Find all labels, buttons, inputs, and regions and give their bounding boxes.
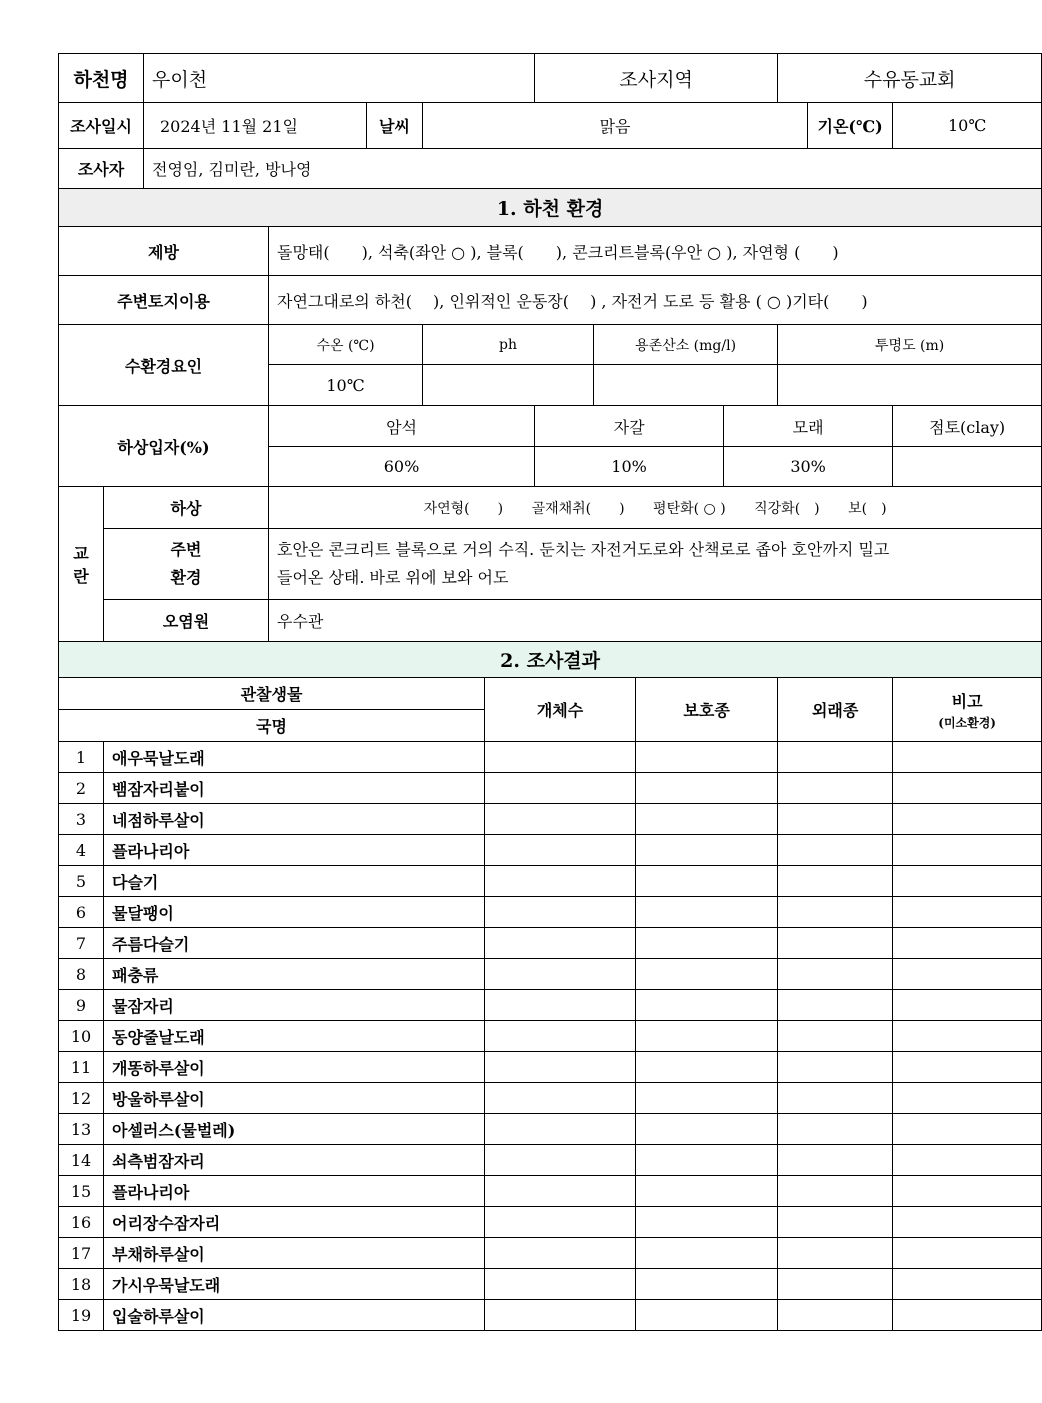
species-name: 방울하루살이 [104,1083,485,1114]
species-count-cell [485,1083,636,1114]
species-count-cell [485,959,636,990]
species-name: 패충류 [104,959,485,990]
species-note-cell [893,959,1042,990]
species-row [59,990,1042,1021]
water-factors-label: 수환경요인 [59,325,269,406]
protected-species-header: 보호종 [636,678,778,742]
species-protected-cell [636,1145,778,1176]
ph-header: ph [423,325,594,365]
pollution-source-label: 오염원 [104,600,269,642]
species-count-cell [485,1238,636,1269]
species-alien-cell [778,773,893,804]
species-alien-cell [778,1269,893,1300]
species-note-cell [893,1207,1042,1238]
water-temp-value: 10℃ [269,365,423,406]
species-row [59,1238,1042,1269]
survey-area-value: 수유동교회 [778,54,1042,103]
species-note-cell [893,1145,1042,1176]
species-number: 17 [59,1238,104,1269]
species-row [59,742,1042,773]
count-header: 개체수 [485,678,636,742]
dissolved-oxygen-value [594,365,778,406]
species-note-cell [893,1052,1042,1083]
species-name: 부채하루살이 [104,1238,485,1269]
species-name: 물잠자리 [104,990,485,1021]
species-protected-cell [636,1207,778,1238]
species-alien-cell [778,959,893,990]
species-count-cell [485,866,636,897]
species-count-cell [485,804,636,835]
species-number: 2 [59,773,104,804]
water-temp-header: 수온 (℃) [269,325,423,365]
species-protected-cell [636,990,778,1021]
bed-rock-value: 60% [269,447,535,487]
species-number: 1 [59,742,104,773]
species-row [59,1176,1042,1207]
species-note-cell [893,1300,1042,1331]
note-header: 비고 (미소환경) [893,678,1042,742]
species-row [59,1083,1042,1114]
species-name: 플라나리아 [104,835,485,866]
species-count-cell [485,835,636,866]
species-count-cell [485,990,636,1021]
species-number: 12 [59,1083,104,1114]
species-count-cell [485,742,636,773]
riverbed-label: 하상 [104,487,269,529]
bed-sand-header: 모래 [724,406,893,447]
survey-date-label: 조사일시 [59,103,144,149]
species-number: 19 [59,1300,104,1331]
species-count-cell [485,1114,636,1145]
species-name: 동양줄날도래 [104,1021,485,1052]
species-name: 아셀러스(물벌레) [104,1114,485,1145]
species-name: 플라나리아 [104,1176,485,1207]
alien-species-header: 외래종 [778,678,893,742]
species-alien-cell [778,1021,893,1052]
species-protected-cell [636,1238,778,1269]
species-alien-cell [778,1207,893,1238]
species-table-body [59,742,1042,1331]
species-alien-cell [778,990,893,1021]
species-alien-cell [778,928,893,959]
section-survey-results-title: 2. 조사결과 [59,642,1042,678]
species-number: 10 [59,1021,104,1052]
species-number: 9 [59,990,104,1021]
species-protected-cell [636,1052,778,1083]
species-alien-cell [778,1176,893,1207]
surroundings-label: 주변 환경 [104,529,269,600]
surroundings-value: 호안은 콘크리트 블록으로 거의 수직. 둔치는 자전거도로와 산책로로 좁아 호안까지 밀고 들어온 상태. 바로 위에 보와 어도 [269,529,1042,600]
species-number: 11 [59,1052,104,1083]
riverbed-value: 자연형( ) 골재채취( ) 평탄화( ○ ) 직강화( ) 보( ) [269,487,1042,529]
species-name: 쇠측범잠자리 [104,1145,485,1176]
species-row [59,928,1042,959]
species-number: 13 [59,1114,104,1145]
species-note-cell [893,773,1042,804]
species-alien-cell [778,897,893,928]
species-protected-cell [636,959,778,990]
section-river-environment-title: 1. 하천 환경 [59,189,1042,227]
observed-species-header: 관찰생물 [59,678,485,710]
species-name: 애우묵날도래 [104,742,485,773]
species-note-cell [893,835,1042,866]
bed-rock-header: 암석 [269,406,535,447]
species-count-cell [485,1021,636,1052]
embankment-value: 돌망태( ), 석축(좌안 ○ ), 블록( ), 콘크리트블록(우안 ○ ), 자연형 ( ) [269,227,1042,276]
species-number: 14 [59,1145,104,1176]
land-use-label: 주변토지이용 [59,276,269,325]
species-count-cell [485,1052,636,1083]
species-row [59,1269,1042,1300]
species-alien-cell [778,866,893,897]
air-temp-value: 10℃ [893,103,1042,149]
species-name: 네점하루살이 [104,804,485,835]
species-protected-cell [636,1021,778,1052]
species-protected-cell [636,804,778,835]
species-count-cell [485,1176,636,1207]
bed-clay-header: 점토(clay) [893,406,1042,447]
land-use-value: 자연그대로의 하천( ), 인위적인 운동장( ) , 자전거 도로 등 활용 ( ○ )기타( ) [269,276,1042,325]
species-name: 다슬기 [104,866,485,897]
species-protected-cell [636,773,778,804]
species-protected-cell [636,1269,778,1300]
survey-area-label: 조사지역 [535,54,778,103]
species-count-cell [485,897,636,928]
bed-sand-value: 30% [724,447,893,487]
species-note-cell [893,1114,1042,1145]
species-number: 7 [59,928,104,959]
species-name: 입술하루살이 [104,1300,485,1331]
species-row [59,897,1042,928]
river-name-value: 우이천 [144,54,535,103]
species-note-cell [893,1269,1042,1300]
species-note-cell [893,1021,1042,1052]
species-protected-cell [636,1300,778,1331]
survey-date-value: 2024년 11월 21일 [144,103,367,149]
species-note-cell [893,928,1042,959]
species-number: 15 [59,1176,104,1207]
species-protected-cell [636,742,778,773]
bed-gravel-value: 10% [535,447,724,487]
species-note-cell [893,866,1042,897]
species-row [59,866,1042,897]
species-row [59,1145,1042,1176]
species-protected-cell [636,1114,778,1145]
weather-value: 맑음 [423,103,808,149]
species-number: 16 [59,1207,104,1238]
ph-value [423,365,594,406]
bed-gravel-header: 자갈 [535,406,724,447]
species-row [59,1021,1042,1052]
species-protected-cell [636,835,778,866]
species-note-cell [893,990,1042,1021]
transparency-value [778,365,1042,406]
embankment-label: 제방 [59,227,269,276]
species-protected-cell [636,1083,778,1114]
weather-label: 날씨 [367,103,423,149]
species-alien-cell [778,1238,893,1269]
species-name: 주름다슬기 [104,928,485,959]
species-row [59,1300,1042,1331]
species-protected-cell [636,866,778,897]
species-alien-cell [778,742,893,773]
species-row [59,1114,1042,1145]
species-row [59,1207,1042,1238]
species-name: 뱀잠자리붙이 [104,773,485,804]
species-protected-cell [636,928,778,959]
air-temp-label: 기온(℃) [808,103,893,149]
transparency-header: 투명도 (m) [778,325,1042,365]
species-alien-cell [778,835,893,866]
species-count-cell [485,773,636,804]
species-alien-cell [778,1145,893,1176]
species-count-cell [485,1269,636,1300]
species-alien-cell [778,1083,893,1114]
species-row [59,835,1042,866]
species-count-cell [485,1145,636,1176]
surveyor-value: 전영임, 김미란, 방나영 [144,149,1042,189]
species-count-cell [485,1300,636,1331]
species-alien-cell [778,1052,893,1083]
species-name: 가시우묵날도래 [104,1269,485,1300]
species-row [59,959,1042,990]
species-note-cell [893,897,1042,928]
species-note-cell [893,1083,1042,1114]
species-row [59,773,1042,804]
species-row [59,804,1042,835]
species-alien-cell [778,1114,893,1145]
bed-clay-value [893,447,1042,487]
species-number: 3 [59,804,104,835]
river-name-label: 하천명 [59,54,144,103]
species-count-cell [485,928,636,959]
species-note-cell [893,1238,1042,1269]
species-name: 어리장수잠자리 [104,1207,485,1238]
species-protected-cell [636,897,778,928]
species-number: 8 [59,959,104,990]
pollution-source-value: 우수관 [269,600,1042,642]
dissolved-oxygen-header: 용존산소 (mg/l) [594,325,778,365]
species-alien-cell [778,804,893,835]
species-number: 6 [59,897,104,928]
bed-particle-label: 하상입자(%) [59,406,269,487]
species-note-cell [893,742,1042,773]
species-number: 5 [59,866,104,897]
species-note-cell [893,804,1042,835]
species-number: 18 [59,1269,104,1300]
species-protected-cell [636,1176,778,1207]
surveyor-label: 조사자 [59,149,144,189]
species-name: 물달팽이 [104,897,485,928]
species-count-cell [485,1207,636,1238]
disturbance-label: 교 란 [59,487,104,642]
species-alien-cell [778,1300,893,1331]
korean-name-header: 국명 [59,710,485,742]
species-name: 개똥하루살이 [104,1052,485,1083]
survey-form [58,53,1042,1331]
species-note-cell [893,1176,1042,1207]
species-number: 4 [59,835,104,866]
species-row [59,1052,1042,1083]
